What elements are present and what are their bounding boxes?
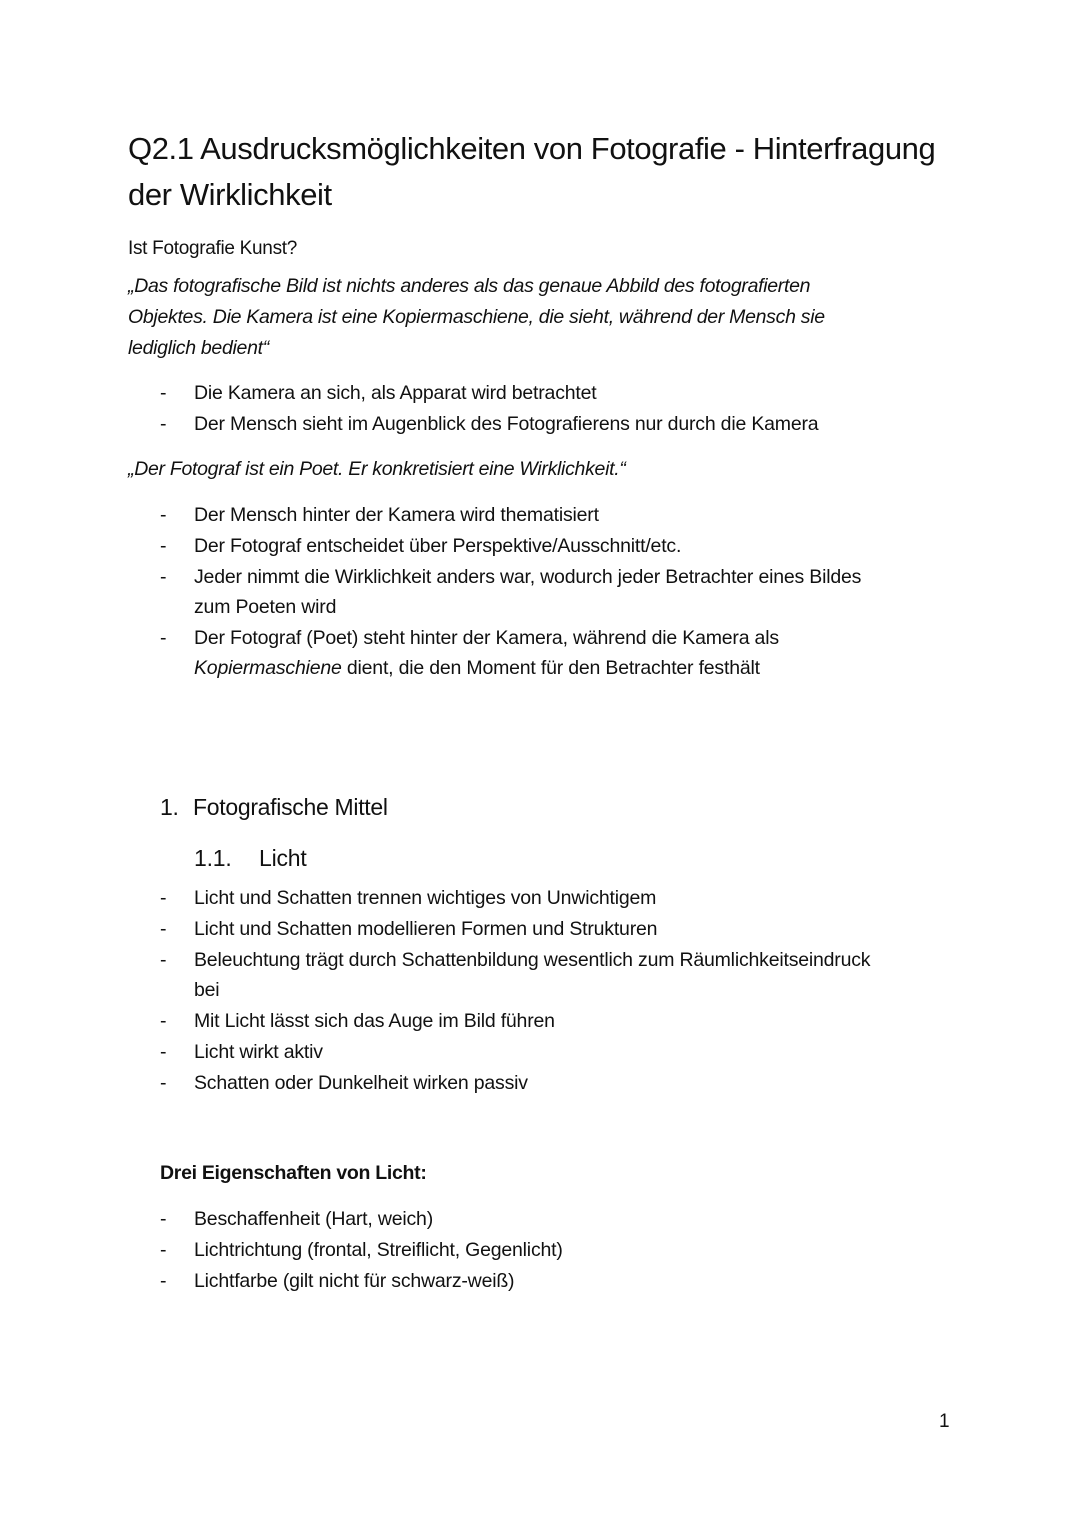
list-item: Beschaffenheit (Hart, weich) <box>194 1208 433 1230</box>
list-item: Licht und Schatten trennen wichtiges von Unwichtigem <box>194 887 657 909</box>
bullet-dash: - <box>160 382 167 404</box>
list-item: Der Mensch sieht im Augenblick des Fotografierens nur durch die Kamera <box>194 413 819 435</box>
list-item-continuation: bei <box>194 979 220 1001</box>
list-item: Licht und Schatten modellieren Formen und Strukturen <box>194 918 658 940</box>
bullet-dash: - <box>160 566 167 588</box>
quote-1-line-3: lediglich bedient“ <box>128 337 269 359</box>
bullet-dash: - <box>160 949 167 971</box>
subsection-heading: Licht <box>259 845 307 871</box>
bullet-dash: - <box>160 918 167 940</box>
bullet-dash: - <box>160 627 167 649</box>
bullet-dash: - <box>160 1010 167 1032</box>
bullet-dash: - <box>160 1239 167 1261</box>
properties-heading: Drei Eigenschaften von Licht: <box>160 1162 427 1184</box>
list-item: Jeder nimmt die Wirklichkeit anders war, wodurch jeder Betrachter eines Bildes <box>194 566 862 588</box>
list-item: Lichtfarbe (gilt nicht für schwarz-weiß) <box>194 1270 515 1292</box>
document-title-line-2: der Wirklichkeit <box>128 177 332 212</box>
section-number: 1. <box>160 794 179 820</box>
list-item: Der Fotograf entscheidet über Perspektive/Ausschnitt/etc. <box>194 535 682 557</box>
list-item: Die Kamera an sich, als Apparat wird betrachtet <box>194 382 597 404</box>
quote-1-line-1: „Das fotografische Bild ist nichts anderes als das genaue Abbild des fotografierten <box>128 275 811 297</box>
emphasis-kopiermaschiene: Kopiermaschiene <box>194 657 342 679</box>
list-item: Schatten oder Dunkelheit wirken passiv <box>194 1072 528 1094</box>
bullet-dash: - <box>160 1270 167 1292</box>
document-title-line-1: Q2.1 Ausdrucksmöglichkeiten von Fotografie - Hinterfragung <box>128 131 936 166</box>
list-item-continuation <box>194 653 760 684</box>
bullet-dash: - <box>160 887 167 909</box>
list-item-continuation: zum Poeten wird <box>194 596 337 618</box>
list-item: Der Fotograf (Poet) steht hinter der Kamera, während die Kamera als <box>194 627 779 649</box>
list-item: Licht wirkt aktiv <box>194 1041 323 1063</box>
bullet-dash: - <box>160 1208 167 1230</box>
question-heading: Ist Fotografie Kunst? <box>128 238 298 259</box>
section-heading: Fotografische Mittel <box>193 794 388 820</box>
list-item: Mit Licht lässt sich das Auge im Bild führen <box>194 1010 555 1032</box>
list-item-continuation-text: dient, die den Moment für den Betrachter festhält <box>341 657 760 679</box>
list-item: Beleuchtung trägt durch Schattenbildung wesentlich zum Räumlichkeitseindruck <box>194 949 871 971</box>
subsection-number: 1.1. <box>194 845 232 871</box>
bullet-dash: - <box>160 413 167 435</box>
bullet-dash: - <box>160 535 167 557</box>
quote-2: „Der Fotograf ist ein Poet. Er konkretisiert eine Wirklichkeit.“ <box>128 458 626 480</box>
bullet-dash: - <box>160 1041 167 1063</box>
list-item: Der Mensch hinter der Kamera wird thematisiert <box>194 504 599 526</box>
bullet-dash: - <box>160 504 167 526</box>
list-item: Lichtrichtung (frontal, Streiflicht, Gegenlicht) <box>194 1239 563 1261</box>
page-number: 1 <box>939 1411 950 1432</box>
quote-1-line-2: Objektes. Die Kamera ist eine Kopiermaschiene, die sieht, während der Mensch sie <box>128 306 825 328</box>
bullet-dash: - <box>160 1072 167 1094</box>
